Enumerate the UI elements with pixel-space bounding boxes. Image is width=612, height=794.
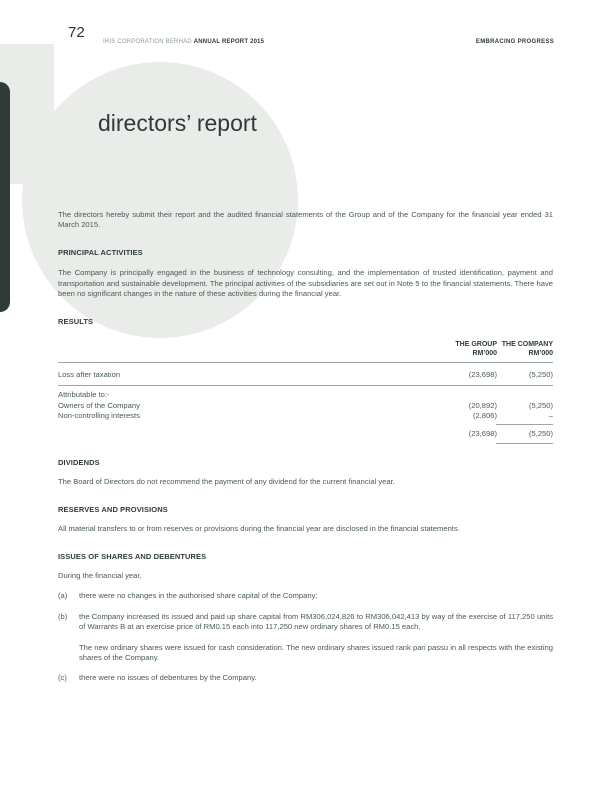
item-a-marker: (a): [58, 591, 68, 601]
running-header: [103, 39, 264, 45]
group-column-header: [440, 340, 497, 359]
item-b-text-2: The new ordinary shares were issued for cash consideration. The new ordinary shares issued rank pari passu in all respects with the existing shares of the Company.: [79, 642, 553, 662]
report-name: ANNUAL REPORT 2015: [193, 39, 265, 45]
dividends-text: The Board of Directors do not recommend the payment of any dividend for the current financial year.: [58, 477, 395, 487]
loss-company-value: (5,250): [528, 369, 553, 379]
nci-group-value: (2,806): [472, 411, 497, 421]
shares-heading: ISSUES OF SHARES AND DEBENTURES: [58, 551, 207, 561]
shares-item-b-continued: [58, 643, 553, 664]
company-column-title: THE COMPANY: [501, 340, 553, 348]
shares-item-b: [58, 612, 553, 633]
company-column-header: [497, 340, 553, 359]
owners-group-value: (20,892): [468, 400, 497, 410]
shares-lead: During the financial year,: [58, 570, 142, 580]
item-b-marker: (b): [58, 611, 68, 621]
results-heading: RESULTS: [58, 317, 94, 327]
nci-row: [58, 411, 553, 421]
attributable-label: Attributable to:-: [58, 390, 110, 400]
principal-activities-text: The Company is principally engaged in the business of technology consulting, and the implementation of trusted identification, payment and transportation and sustainable development. The principal activities of the subsidiaries are set out in Note 5 to the financial statements. There have been no significant changes in the nature of these activities during the financial year.: [58, 268, 553, 299]
loss-group-value: (23,698): [468, 369, 497, 379]
intro-paragraph: The directors hereby submit their report and the audited financial statements of the Group and of the Company for the financial year ended 31 March 2015.: [58, 210, 553, 230]
results-column-headers: [58, 340, 553, 359]
page-title: directors’ report: [98, 110, 257, 136]
total-row: [58, 429, 553, 439]
group-column-unit: RM’000: [472, 350, 497, 358]
item-b-indent: [58, 643, 79, 664]
reserves-heading: RESERVES AND PROVISIONS: [58, 504, 168, 514]
section-rule: [58, 385, 553, 386]
header-rule: [58, 362, 553, 363]
owners-row: [58, 401, 553, 411]
principal-activities-heading: PRINCIPAL ACTIVITIES: [58, 247, 143, 257]
nci-company-value: –: [548, 411, 553, 421]
total-label: [58, 429, 440, 439]
item-a-text: there were no changes in the authorised share capital of the Company;: [79, 591, 318, 601]
company-column-unit: RM’000: [528, 350, 553, 358]
attributable-row: [58, 390, 553, 400]
report-body: [58, 210, 553, 684]
nci-label: Non-controlling interests: [58, 411, 140, 421]
item-c-marker: (c): [58, 673, 67, 683]
owners-label: Owners of the Company: [58, 400, 140, 410]
dividends-heading: DIVIDENDS: [58, 457, 100, 467]
loss-label: Loss after taxation: [58, 369, 121, 379]
total-company-value: (5,250): [528, 429, 553, 439]
item-b-text: the Company increased its issued and paid up share capital from RM306,024,826 to RM306,042,413 by way of the exercise of 117,250 units of Warrants B at an exercise price of RM0.15 each into 117,250 new ordinary shares of RM0.15 each.: [79, 611, 553, 632]
item-c-text: there were no issues of debentures by the Company.: [79, 673, 257, 683]
shares-item-a: [58, 591, 553, 601]
company-name: IRIS CORPORATION BERHAD: [103, 39, 192, 45]
page-number: 72: [68, 24, 85, 41]
subtotal-rule: [496, 424, 553, 425]
reserves-text: All material transfers to or from reserves or provisions during the financial year are disclosed in the financial statements.: [58, 524, 460, 534]
total-rule: [496, 443, 553, 444]
shares-item-c: [58, 673, 553, 683]
total-group-value: (23,698): [468, 429, 497, 439]
decorative-wedge: [0, 82, 10, 312]
group-column-title: THE GROUP: [455, 340, 497, 348]
owners-company-value: (5,250): [528, 400, 553, 410]
loss-row: [58, 370, 553, 380]
tagline: EMBRACING PROGRESS: [475, 39, 554, 45]
